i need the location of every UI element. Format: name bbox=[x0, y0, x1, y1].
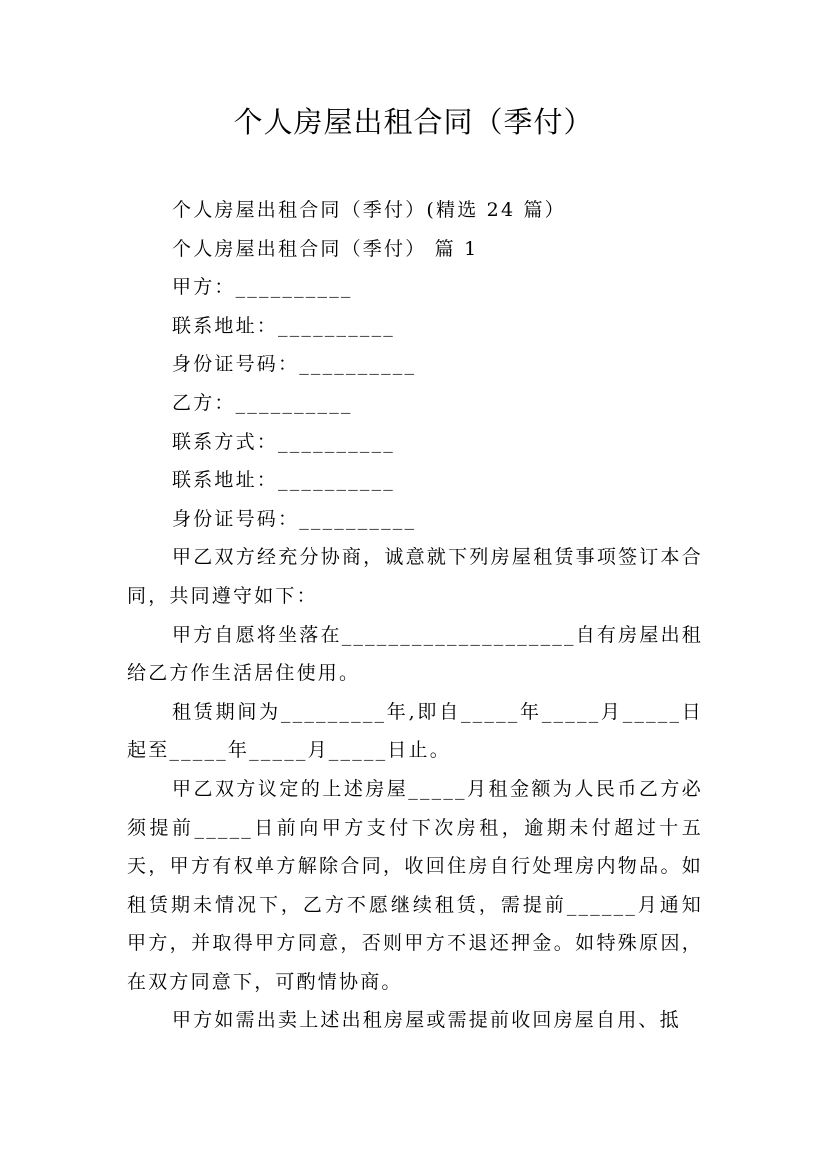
field-party-a: 甲方：__________ bbox=[172, 276, 353, 299]
field-party-b: 乙方：__________ bbox=[172, 391, 353, 414]
field-party-a-id: 身份证号码：__________ bbox=[172, 353, 417, 376]
paragraph-sale-or-reclaim: 甲方如需出卖上述出租房屋或需提前收回房屋自用、抵 bbox=[172, 1009, 681, 1032]
field-party-b-id: 身份证号码：__________ bbox=[172, 507, 417, 530]
paragraph-rent-terms: 甲乙双方议定的上述房屋_____月租金额为人民币乙方必须提前_____日前向甲方支付下次房租，逾期未付超过十五天，甲方有权单方解除合同，收回住房自行处理房内物品。如租赁期未情况下，乙方不愿继续租赁，需提前______月通知甲方，并取得甲方同意，否则甲方不退还押金。如特殊原因，在双方同意下，可酌情协商。 bbox=[127, 777, 703, 993]
field-party-a-address: 联系地址：__________ bbox=[172, 314, 396, 337]
paragraph-lease-period: 租赁期间为_________年,即自_____年_____月_____日起至_____年_____月_____日止。 bbox=[127, 700, 703, 762]
document-body bbox=[127, 191, 703, 1040]
field-party-b-contact: 联系方式：__________ bbox=[172, 430, 396, 453]
section-heading: 个人房屋出租合同（季付） 篇 1 bbox=[172, 237, 479, 260]
field-party-b-address: 联系地址：__________ bbox=[172, 469, 396, 492]
paragraph-agreement-intro: 甲乙双方经充分协商，诚意就下列房屋租赁事项签订本合同，共同遵守如下： bbox=[127, 546, 703, 607]
paragraph-property-location: 甲方自愿将坐落在____________________自有房屋出租给乙方作生活居住使用。 bbox=[127, 623, 703, 685]
document-subtitle: 个人房屋出租合同（季付）(精选 24 篇） bbox=[172, 199, 566, 221]
document-title: 个人房屋出租合同（季付） bbox=[233, 105, 594, 139]
